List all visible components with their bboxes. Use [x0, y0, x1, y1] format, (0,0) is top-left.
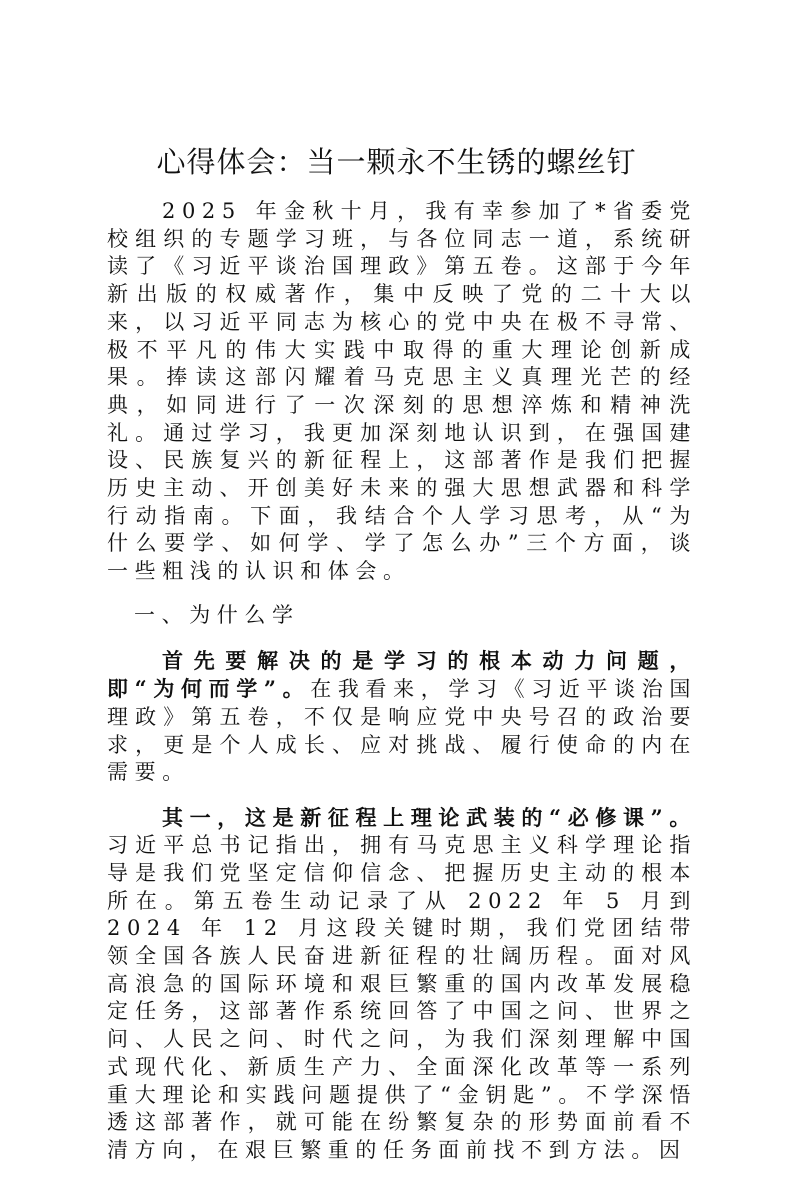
paragraph-why-learn [107, 647, 697, 788]
document-body [107, 198, 697, 1181]
paragraph-text: 习近平总书记指出，拥有马克思主义科学理论指导是我们党坚定信仰信念、把握历史主动的根本所在。第五卷生动记录了从 2022 年 5 月到 2024 年 12 月这段关键时期，我们党团结带领全国各族人民奋进新征程的壮阔历程。面对风高浪急的国际环境和艰巨繁重的国内改革发展稳定任务，这部著作系统回答了中国之问、世界之问、人民之问、时代之问，为我们深刻理解中国式现代化、新质生产力、全面深化改革等一系列重大理论和实践问题提供了“金钥匙”。不学深悟透这部著作，就可能在纷繁复杂的形势面前看不清方向，在艰巨繁重的任务面前找不到方法。因 [107, 833, 697, 1162]
intro-paragraph: 2025 年金秋十月，我有幸参加了*省委党校组织的专题学习班，与各位同志一道，系统研读了《习近平谈治国理政》第五卷。这部于今年新出版的权威著作，集中反映了党的二十大以来，以习近平同志为核心的党中央在极不寻常、极不平凡的伟大实践中取得的重大理论创新成果。捧读这部闪耀着马克思主义真理光芒的经典，如同进行了一次深刻的思想淬炼和精神洗礼。通过学习，我更加深刻地认识到，在强国建设、民族复兴的新征程上，这部著作是我们把握历史主动、开创美好未来的强大思想武器和科学行动指南。下面，我结合个人学习思考，从“为什么要学、如何学、学了怎么办”三个方面，谈一些粗浅的认识和体会。 [107, 199, 697, 584]
paragraph-first-point [107, 804, 697, 1165]
paragraph-lead-bold: 首先要解决的是学习的根本动力问题，即“为何而学”。 [107, 647, 697, 702]
paragraph-lead-bold: 其一，这是新征程上理论武装的“必修课”。 [162, 804, 697, 830]
document-title: 心得体会：当一颗永不生锈的螺丝钉 [156, 145, 637, 179]
paragraph-text: 在我看来，学习《习近平谈治国理政》第五卷，不仅是响应党中央号召的政治要求，更是个人成长、应对挑战、履行使命的内在需要。 [107, 677, 697, 785]
section-heading: 一、为什么学 [134, 603, 300, 628]
